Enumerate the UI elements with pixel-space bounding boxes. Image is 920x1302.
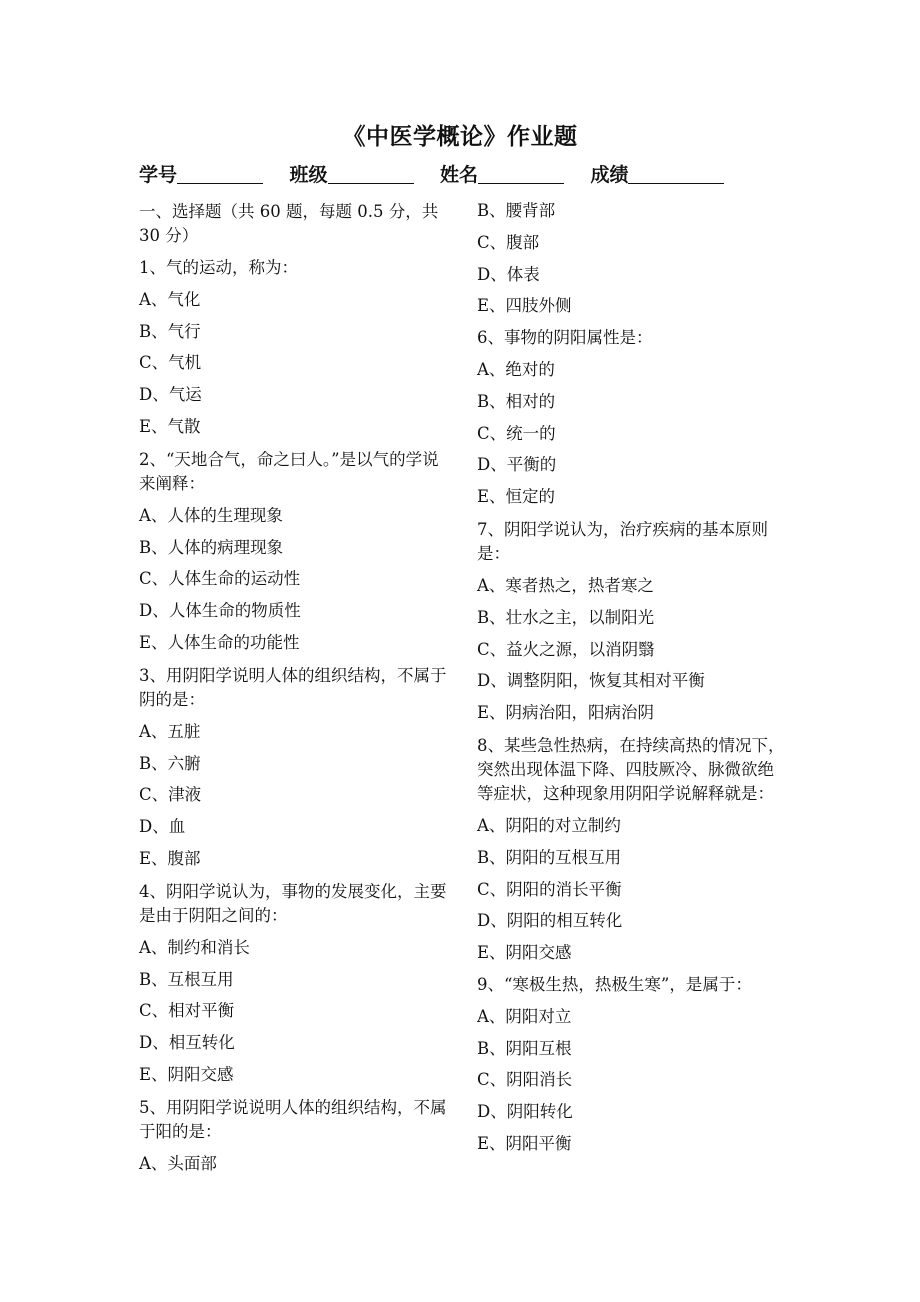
answer-option: E、恒定的: [477, 487, 556, 507]
answer-option: D、血: [139, 817, 186, 837]
answer-option: E、阴阳交感: [477, 943, 572, 963]
answer-option: A、人体的生理现象: [139, 505, 283, 525]
answer-option: C、津液: [139, 785, 202, 805]
right-column: [477, 196, 787, 1161]
answer-option: A、制约和消长: [139, 937, 250, 957]
answer-option: E、阴病治阳，阳病治阴: [477, 703, 655, 723]
student-id-label: 学号: [139, 164, 178, 186]
answer-option: E、人体生命的功能性: [139, 632, 300, 652]
page-title: 《中医学概论》作业题: [342, 124, 578, 150]
answer-option: B、六腑: [139, 753, 201, 773]
question-text: 3、用阴阳学说明人体的组织结构，不属于阴的是：: [139, 665, 447, 709]
question-text: 9、“寒极生热，热极生寒”，是属于：: [477, 974, 752, 994]
answer-option: C、益火之源，以消阴翳: [477, 639, 655, 659]
answer-option: C、阴阳消长: [477, 1070, 573, 1090]
score-blank: [628, 163, 724, 184]
answer-option: B、互根互用: [139, 969, 234, 989]
answer-option: D、平衡的: [477, 455, 557, 475]
answer-option: B、阴阳的互根互用: [477, 847, 622, 867]
class-label: 班级: [289, 164, 328, 186]
answer-option: A、绝对的: [477, 359, 555, 379]
answer-option: B、壮水之主，以制阳光: [477, 607, 655, 627]
name-label: 姓名: [439, 164, 478, 186]
answer-option: A、五脏: [139, 721, 201, 741]
answer-option: B、阴阳互根: [477, 1038, 572, 1058]
answer-option: C、统一的: [477, 423, 556, 443]
question-text: 4、阴阳学说认为，事物的发展变化，主要是由于阴阳之间的：: [139, 881, 447, 925]
answer-option: D、气运: [139, 385, 202, 405]
answer-option: E、阴阳平衡: [477, 1133, 572, 1153]
answer-option: D、人体生命的物质性: [139, 601, 301, 621]
answer-option: E、腹部: [139, 848, 201, 868]
answer-option: C、腹部: [477, 232, 540, 252]
student-info-row: [139, 160, 724, 187]
answer-option: E、阴阳交感: [139, 1064, 234, 1084]
answer-option: E、四肢外侧: [477, 296, 572, 316]
question-text: 8、某些急性热病，在持续高热的情况下，突然出现体温下降、四肢厥冷、脉微欲绝等症状，这种现象用阴阳学说解释就是：: [477, 735, 785, 803]
answer-option: D、调整阴阳，恢复其相对平衡: [477, 671, 705, 691]
answer-option: D、相互转化: [139, 1033, 235, 1053]
question-text: 2、“天地合气，命之曰人。”是以气的学说来阐释：: [139, 449, 439, 493]
class-blank: [328, 163, 414, 184]
left-column: [139, 196, 451, 1181]
question-text: 一、选择题（共 60 题，每题 0.5 分，共 30 分）: [139, 202, 439, 245]
question-text: 1、气的运动，称为：: [139, 258, 298, 277]
answer-option: B、相对的: [477, 391, 556, 411]
answer-option: D、阴阳转化: [477, 1102, 573, 1122]
answer-option: B、气行: [139, 321, 201, 341]
answer-option: B、人体的病理现象: [139, 537, 284, 557]
answer-option: E、气散: [139, 416, 201, 436]
answer-option: C、相对平衡: [139, 1001, 235, 1021]
name-blank: [478, 163, 564, 184]
answer-option: A、气化: [139, 289, 201, 309]
answer-option: B、腰背部: [477, 201, 556, 220]
answer-option: C、气机: [139, 353, 202, 373]
answer-option: A、阴阳的对立制约: [477, 815, 621, 835]
answer-option: D、体表: [477, 264, 540, 284]
answer-option: C、人体生命的运动性: [139, 569, 301, 589]
question-text: 7、阴阳学说认为，治疗疾病的基本原则是：: [477, 519, 768, 563]
question-text: 6、事物的阴阳属性是：: [477, 328, 653, 348]
answer-option: A、头面部: [139, 1153, 217, 1173]
question-text: 5、用阴阳学说说明人体的组织结构，不属于阳的是：: [139, 1097, 447, 1141]
score-label: 成绩: [590, 164, 629, 186]
answer-option: C、阴阳的消长平衡: [477, 879, 622, 899]
answer-option: A、寒者热之，热者寒之: [477, 575, 654, 595]
answer-option: A、阴阳对立: [477, 1006, 572, 1026]
answer-option: D、阴阳的相互转化: [477, 911, 623, 931]
student-id-blank: [177, 163, 263, 184]
